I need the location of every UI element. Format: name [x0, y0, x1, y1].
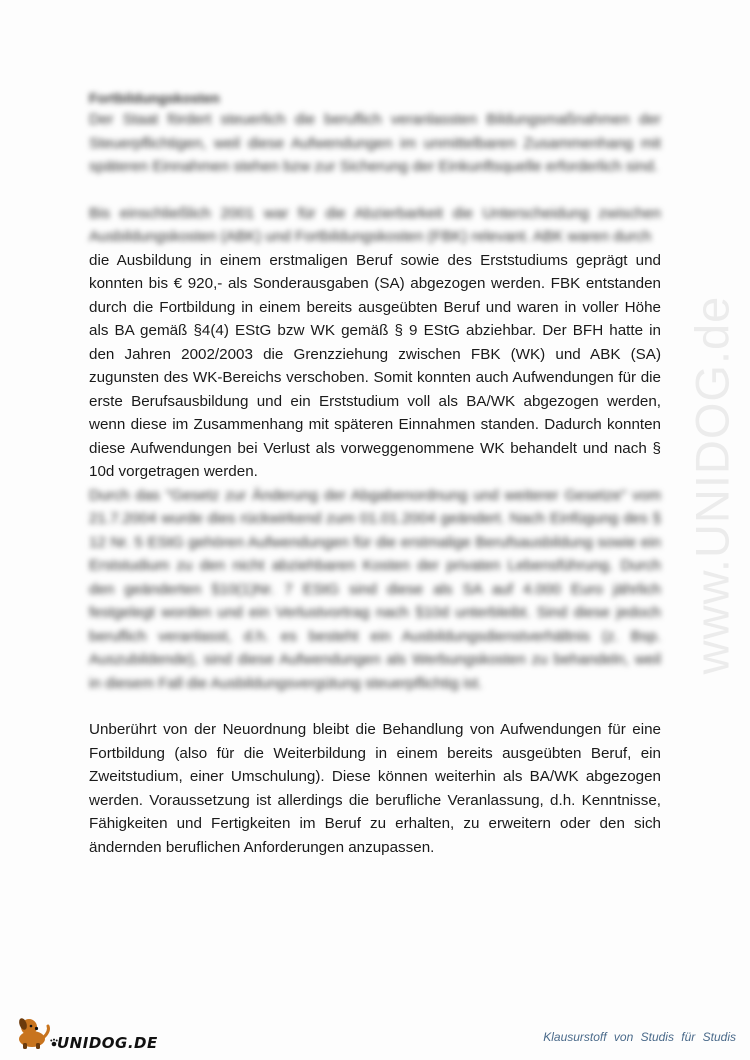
section-heading: Fortbildungskosten: [89, 90, 220, 106]
watermark: www.UNIDOG.de: [685, 295, 739, 675]
logo-text: UNIDOG.DE: [57, 1034, 158, 1052]
paragraph-law-change: Durch das "Gesetz zur Änderung der Abgabenordnung und weiterer Gesetze" vom 21.7.2004 wurde dies rückwirkend zum 01.01.2004 geändert. Nach Einfügung des § 12 Nr. 5 EStG gehören Aufwendungen für die erstmalige Berufsausbildung sowie ein Erststudium zu den nicht abziehbaren Kosten der privaten Lebensführung. Durch den geänderten §10(1)Nr. 7 EStG sind diese als SA auf 4.000 Euro jährlich festgelegt worden und ein Verlustvortrag nach §10d unterbleibt. Sind diese jedoch beruflich veranlasst, d.h. es besteht ein Ausbildungsdienstverhältnis (z. Bsp. Auszubildende), sind diese Aufwendungen als Werbungskosten zu behandeln, weil in diesem Fall die Ausbildungsvergütung steuerpflichtig ist.: [89, 486, 661, 692]
paragraph-continuing-education: Unberührt von der Neuordnung bleibt die Behandlung von Aufwendungen für eine Fortbildung (also für die Weiterbildung in einem bereits ausgeübten Beruf, ein Zweitstudium, einer Umschulung). Diese können weiterhin als BA/WK abgezogen werden. Voraussetzung ist allerdings die berufliche Veranlassung, d.h. Kenntnisse, Fähigkeiten und Fertigkeiten im Beruf zu erhalten, zu erweitern oder den sich ändernden beruflichen Anforderungen anzupassen.: [89, 721, 661, 856]
paragraph-spacer: [89, 179, 661, 202]
document-body: [89, 88, 661, 859]
footer-tagline: Klausurstoff von Studis für Studis: [543, 1030, 736, 1044]
paragraph-history: die Ausbildung in einem erstmaligen Beruf sowie des Erststudiums geprägt und konnten bis € 920,- als Sonderausgaben (SA) abgezogen werden. FBK entstanden durch die Fortbildung in einem bereits ausgeübten Beruf und waren in voller Höhe als BA gemäß §4(4) EStG bzw WK gemäß § 9 EStG abziehbar. Der BFH hatte in den Jahren 2002/2003 die Grenzziehung zwischen FBK (WK) und ABK (SA) zugunsten des WK-Bereichs verschoben. Somit konnten auch Aufwendungen für die erste Berufsausbildung und ein Erststudium voll als BA/WK abgezogen werden, wenn diese im Zusammenhang mit späteren Einnahmen standen. Dadurch konnten diese Aufwendungen bei Verlust als vorweggenommene WK behandelt und nach § 10d vorgetragen werden.: [89, 251, 661, 480]
unidog-logo[interactable]: [12, 1015, 158, 1052]
paragraph-intro: Der Staat fördert steuerlich die beruflich veranlassten Bildungsmaßnahmen der Steuerpflichtigen, weil diese Aufwendungen im unmittelbaren Zusammenhang mit späteren Einnahmen stehen bzw zur Sicherung der Einkunftsquelle erforderlich sind.: [89, 111, 661, 175]
paragraph-spacer: [89, 695, 661, 718]
dog-icon: [12, 1015, 60, 1051]
paragraph-history-blurred: Bis einschließlich 2001 war für die Abzierbarkeit die Unterscheidung zwischen Ausbildungskosten (ABK) und Fortbildungskosten (FBK) relevant. ABK waren durch: [89, 204, 661, 245]
